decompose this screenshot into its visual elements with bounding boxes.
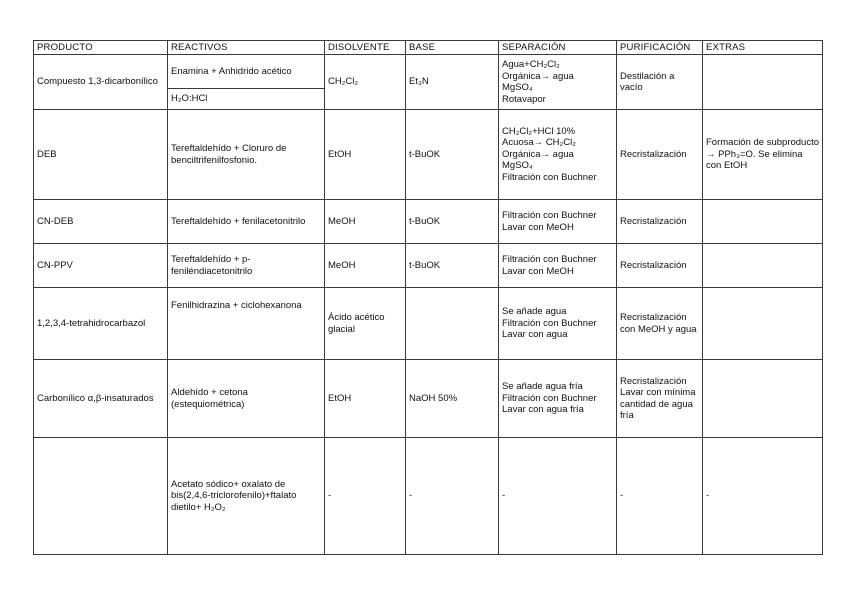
cell-reactivos (168, 55, 325, 110)
header-base: BASE (406, 41, 499, 55)
cell-disolvente: EtOH (325, 110, 406, 200)
table-row (34, 360, 823, 438)
cell-disolvente: CH₂Cl₂ (325, 55, 406, 110)
cell-separacion: Se añade agua Filtración con Buchner Lavar con agua (499, 288, 617, 360)
cell-reactivos: Aldehído + cetona (estequiométrica) (168, 360, 325, 438)
cell-reactivos: Tereftaldehído + fenilacetonitrilo (168, 200, 325, 244)
cell-base: t-BuOK (406, 110, 499, 200)
cell-producto: CN-DEB (34, 200, 168, 244)
cell-purificacion: - (617, 438, 703, 555)
header-disolvente: DISOLVENTE (325, 41, 406, 55)
table-row (34, 438, 823, 555)
cell-disolvente: MeOH (325, 244, 406, 288)
header-row (34, 41, 823, 55)
cell-purificacion: Recristalización (617, 200, 703, 244)
cell-separacion: Filtración con Buchner Lavar con MeOH (499, 200, 617, 244)
table-row (34, 200, 823, 244)
cell-separacion: Filtración con Buchner Lavar con MeOH (499, 244, 617, 288)
cell-disolvente: - (325, 438, 406, 555)
cell-disolvente: EtOH (325, 360, 406, 438)
cell-producto: Compuesto 1,3-dicarbonílico (34, 55, 168, 110)
cell-producto: CN-PPV (34, 244, 168, 288)
table-row (34, 288, 823, 360)
cell-purificacion: Recristalización (617, 244, 703, 288)
cell-reactivos: Acetato sódico+ oxalato de bis(2,4,6-triclorofenilo)+ftalato dietilo+ H₂O₂ (168, 438, 325, 555)
cell-base: - (406, 438, 499, 555)
cell-producto: DEB (34, 110, 168, 200)
cell-reactivos: Fenilhidrazina + ciclohexanona (168, 288, 325, 360)
cell-reactivos: Tereftaldehído + Cloruro de benciltrifenilfosfonio. (168, 110, 325, 200)
reaction-summary-table (33, 40, 823, 555)
cell-extras (703, 200, 823, 244)
cell-base: t-BuOK (406, 200, 499, 244)
cell-separacion: Agua+CH₂Cl₂ Orgánica→ agua MgSO₄ Rotavapor (499, 55, 617, 110)
cell-producto (34, 438, 168, 555)
cell-base: Et₃N (406, 55, 499, 110)
cell-reactivos: Tereftaldehído + p-feniléndiacetonitrilo (168, 244, 325, 288)
cell-extras: Formación de subproducto → PPh₃=O. Se elimina con EtOH (703, 110, 823, 200)
cell-extras (703, 360, 823, 438)
header-purificacion: PURIFICACIÓN (617, 41, 703, 55)
cell-base (406, 288, 499, 360)
cell-base: t-BuOK (406, 244, 499, 288)
cell-reactivos-b: H₂O:HCl (171, 93, 208, 105)
cell-producto: Carbonílico α,β-insaturados (34, 360, 168, 438)
cell-reactivos-a: Enamina + Anhidrido acético (168, 55, 324, 89)
table-row (34, 55, 823, 110)
cell-disolvente: Ácido acético glacial (325, 288, 406, 360)
header-separacion: SEPARACIÓN (499, 41, 617, 55)
cell-separacion: - (499, 438, 617, 555)
header-producto: PRODUCTO (34, 41, 168, 55)
cell-extras: - (703, 438, 823, 555)
cell-purificacion: Destilación a vacío (617, 55, 703, 110)
cell-base: NaOH 50% (406, 360, 499, 438)
cell-extras (703, 55, 823, 110)
cell-purificacion: Recristalización con MeOH y agua (617, 288, 703, 360)
cell-separacion: CH₂Cl₂+HCl 10% Acuosa→ CH₂Cl₂ Orgánica→ agua MgSO₄ Filtración con Buchner (499, 110, 617, 200)
header-extras: EXTRAS (703, 41, 823, 55)
cell-disolvente: MeOH (325, 200, 406, 244)
table-row (34, 244, 823, 288)
cell-extras (703, 288, 823, 360)
table-row (34, 110, 823, 200)
cell-extras (703, 244, 823, 288)
cell-purificacion: Recristalización Lavar con mínima cantidad de agua fría (617, 360, 703, 438)
cell-producto: 1,2,3,4-tetrahidrocarbazol (34, 288, 168, 360)
header-reactivos: REACTIVOS (168, 41, 325, 55)
cell-purificacion: Recristalización (617, 110, 703, 200)
cell-separacion: Se añade agua fría Filtración con Buchner Lavar con agua fría (499, 360, 617, 438)
